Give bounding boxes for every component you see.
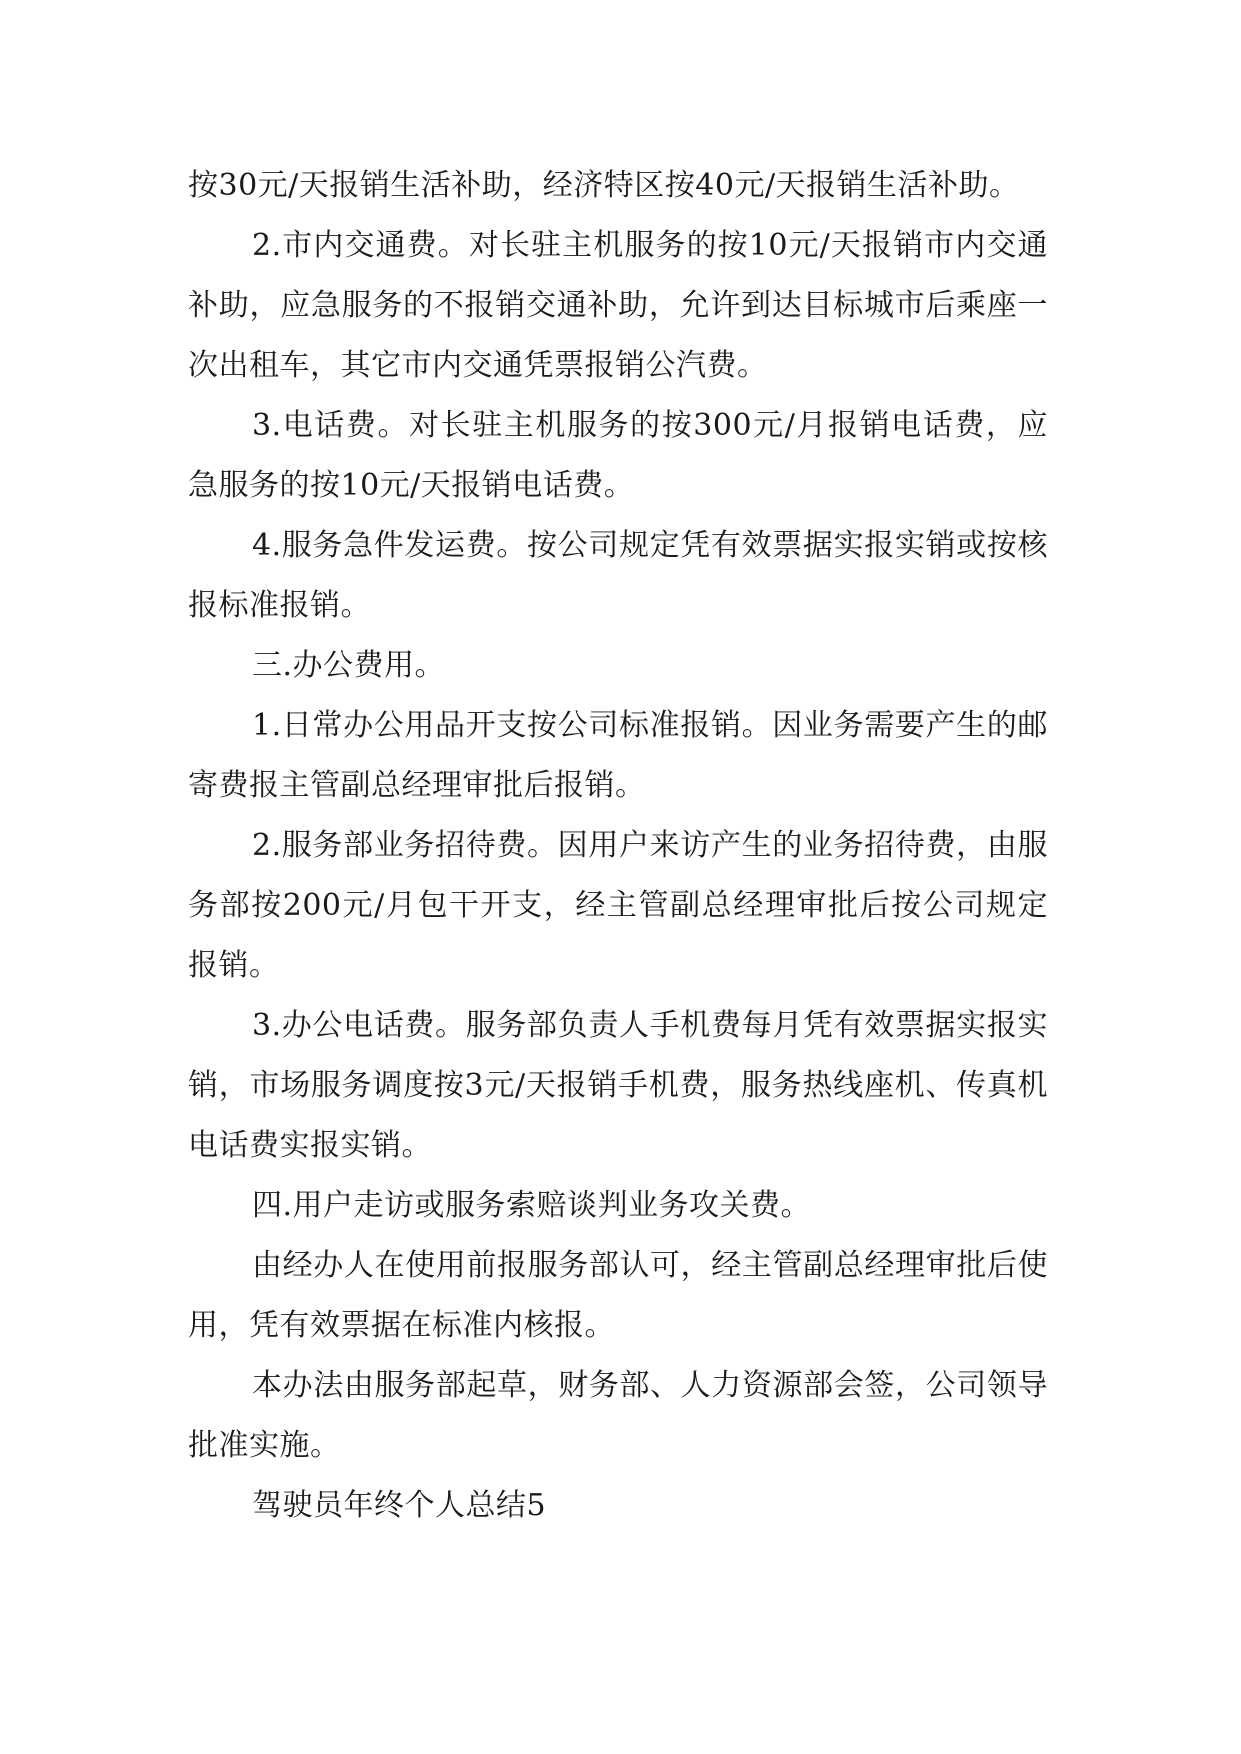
paragraph-drafting-note: 本办法由服务部起草，财务部、人力资源部会签，公司领导批准实施。 bbox=[188, 1368, 1048, 1463]
paragraph-approval-process: 由经办人在使用前报服务部认可，经主管副总经理审批后使用，凭有效票据在标准内核报。 bbox=[188, 1248, 1048, 1343]
paragraph-entertainment-fee: 2.服务部业务招待费。因用户来访产生的业务招待费，由服务部按200元/月包干开支，经主管副总经理审批后按公司规定报销。 bbox=[188, 828, 1048, 983]
section-heading-office-expenses: 三.办公费用。 bbox=[252, 648, 446, 683]
paragraph-office-supplies: 1.日常办公用品开支按公司标准报销。因业务需要产生的邮寄费报主管副总经理审批后报销。 bbox=[188, 708, 1048, 803]
next-document-title: 驾驶员年终个人总结5 bbox=[252, 1488, 547, 1523]
paragraph-local-transport: 2.市内交通费。对长驻主机服务的按10元/天报销市内交通补助，应急服务的不报销交通补助，允许到达目标城市后乘座一次出租车，其它市内交通凭票报销公汽费。 bbox=[188, 228, 1048, 383]
paragraph-phone-fee: 3.电话费。对长驻主机服务的按300元/月报销电话费，应急服务的按10元/天报销电话费。 bbox=[188, 408, 1048, 503]
paragraph-continued: 按30元/天报销生活补助，经济特区按40元/天报销生活补助。 bbox=[188, 168, 1020, 203]
document-body bbox=[188, 156, 1048, 1536]
section-heading-user-visits: 四.用户走访或服务索赔谈判业务攻关费。 bbox=[252, 1188, 812, 1223]
paragraph-office-phone: 3.办公电话费。服务部负责人手机费每月凭有效票据实报实销，市场服务调度按3元/天报销手机费，服务热线座机、传真机电话费实报实销。 bbox=[188, 1008, 1048, 1163]
paragraph-express-shipping: 4.服务急件发运费。按公司规定凭有效票据实报实销或按核报标准报销。 bbox=[188, 528, 1048, 623]
